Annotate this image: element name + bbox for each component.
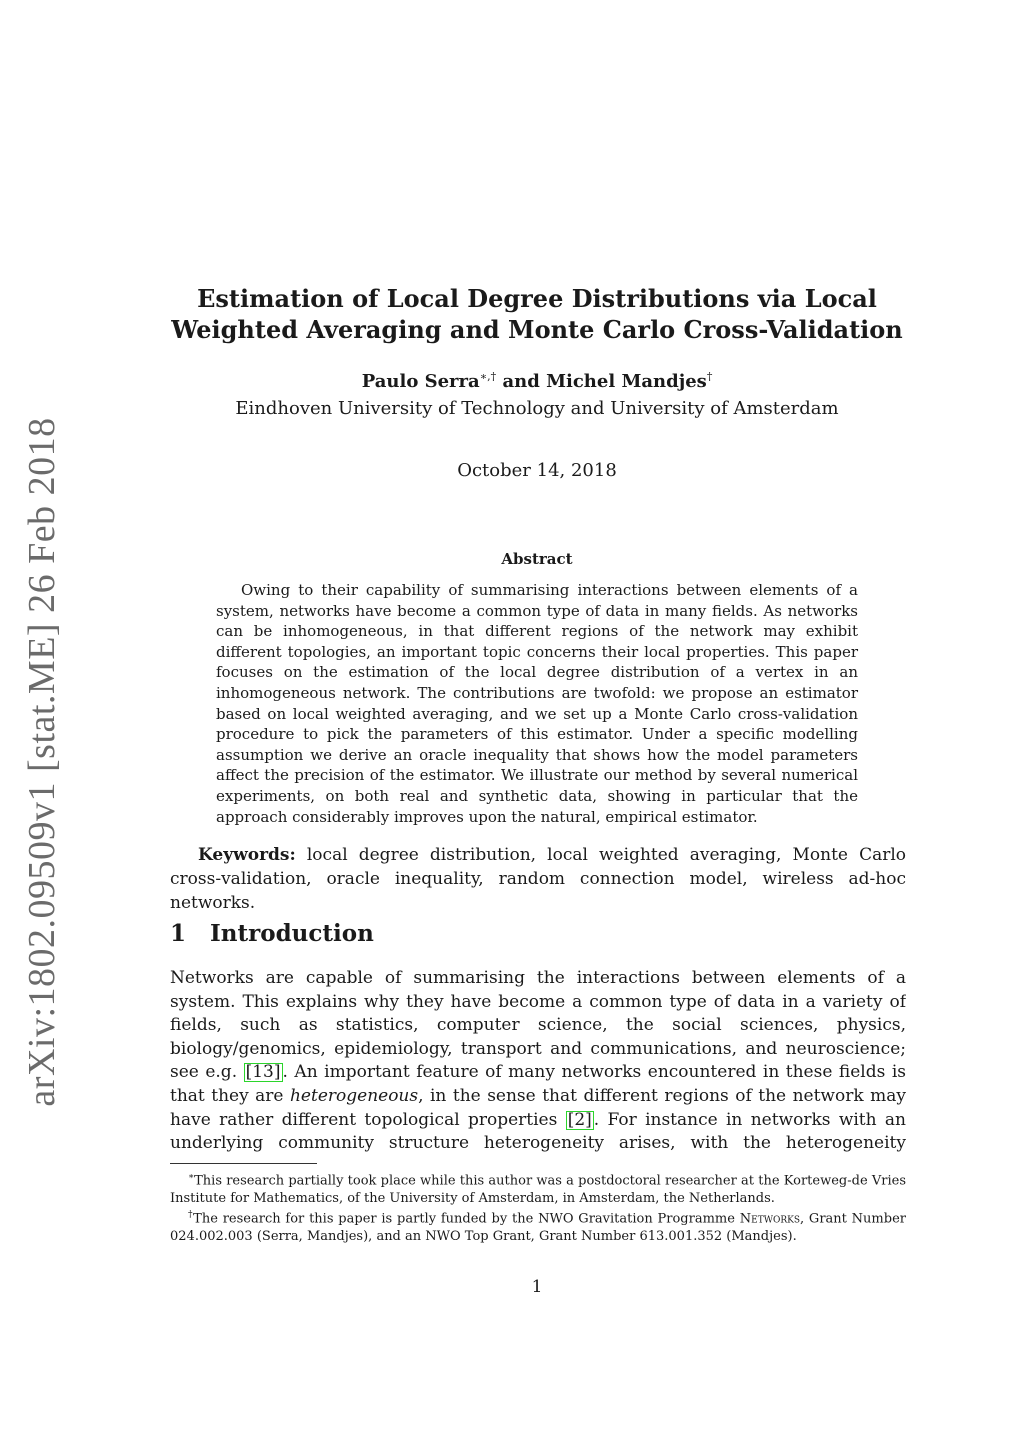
author-2: Michel Mandjes: [546, 371, 707, 392]
author-connector: and: [502, 371, 540, 392]
title-line-1: Estimation of Local Degree Distributions via Local: [197, 284, 877, 313]
keywords-label: Keywords:: [198, 845, 296, 865]
page-number: 1: [531, 1277, 543, 1297]
intro-text-3: , in the sense that different regions of the network may have rather different topological properties: [170, 1085, 906, 1130]
author-2-footnote-mark[interactable]: †: [706, 370, 713, 383]
intro-emphasis: heterogeneous: [289, 1085, 419, 1106]
author-1-footnote-marks[interactable]: ∗,†: [479, 370, 497, 383]
author-1: Paulo Serra: [361, 371, 480, 392]
keywords-text: local degree distribution, local weighted averaging, Monte Carlo cross-validation, oracle inequality, random connection model, wireless ad-hoc networks.: [170, 845, 907, 913]
footnote-2: [170, 1206, 906, 1246]
intro-text-4: . For instance in networks with an underlying community structure heterogeneity arises, with the heterogeneity: [170, 1109, 906, 1154]
introduction-paragraph: [170, 967, 906, 1156]
citation-link-13[interactable]: [13]: [245, 1062, 281, 1083]
footnote-2-mark: †: [188, 1210, 194, 1220]
intro-text-1: Networks are capable of summarising the interactions between elements of a system. This explains why they have become a common type of data in a variety of fields, such as statistics, computer science, the social sciences, physics, biology/genomics, epidemiology, transport and communications, and neuroscience; see e.g.: [170, 968, 906, 1083]
author-list: [150, 370, 924, 392]
title-line-2: Weighted Averaging and Monte Carlo Cross-Validation: [171, 315, 903, 344]
abstract-heading: Abstract: [501, 550, 573, 568]
footnote-2-text-b: , Grant Number 024.002.003 (Serra, Mandjes), and an NWO Top Grant, Grant Number 613.001.352 (Mandjes).: [170, 1211, 906, 1245]
section-title: Introduction: [210, 920, 374, 947]
arxiv-identifier-stamp: arXiv:1802.09509v1 [stat.ME] 26 Feb 2018: [21, 417, 63, 1107]
footnote-2-programme-name: Networks: [739, 1211, 800, 1227]
citation-link-2[interactable]: [2]: [567, 1109, 592, 1130]
footnote-divider: [170, 1163, 317, 1164]
paper-title: [150, 283, 924, 345]
intro-text-2: . An important feature of many networks encountered in these fields is that they are: [170, 1062, 906, 1106]
keywords: [170, 843, 906, 915]
footnote-1-text: This research partially took place while this author was a postdoctoral researcher at the Korteweg-de Vries Institute for Mathematics, of the University of Amsterdam, in Amsterdam, the Netherlands.: [170, 1173, 906, 1207]
abstract-body: Owing to their capability of summarising interactions between elements of a system, networks have become a common type of data in many fields. As networks can be inhomogeneous, in that different regions of the network may exhibit different topologies, an important topic concerns their local properties. This paper focuses on the estimation of the local degree distribution of a vertex in an inhomogeneous network. The contributions are twofold: we propose an estimator based on local weighted averaging, and we set up a Monte Carlo cross-validation procedure to pick the parameters of this estimator. Under a specific modelling assumption we derive an oracle inequality that shows how the model parameters affect the precision of the estimator. We illustrate our method by several numerical experiments, on both real and synthetic data, showing in particular that the approach considerably improves upon the natural, empirical estimator.: [216, 581, 858, 826]
footnote-2-text-a: The research for this paper is partly funded by the NWO Gravitation Programme: [193, 1211, 740, 1227]
affiliation: Eindhoven University of Technology and University of Amsterdam: [235, 398, 839, 419]
section-number: 1: [170, 920, 187, 947]
publication-date: October 14, 2018: [457, 460, 617, 481]
footnote-1: [170, 1168, 906, 1208]
section-heading-introduction: [170, 920, 374, 947]
footnote-1-mark: ∗: [188, 1172, 195, 1182]
